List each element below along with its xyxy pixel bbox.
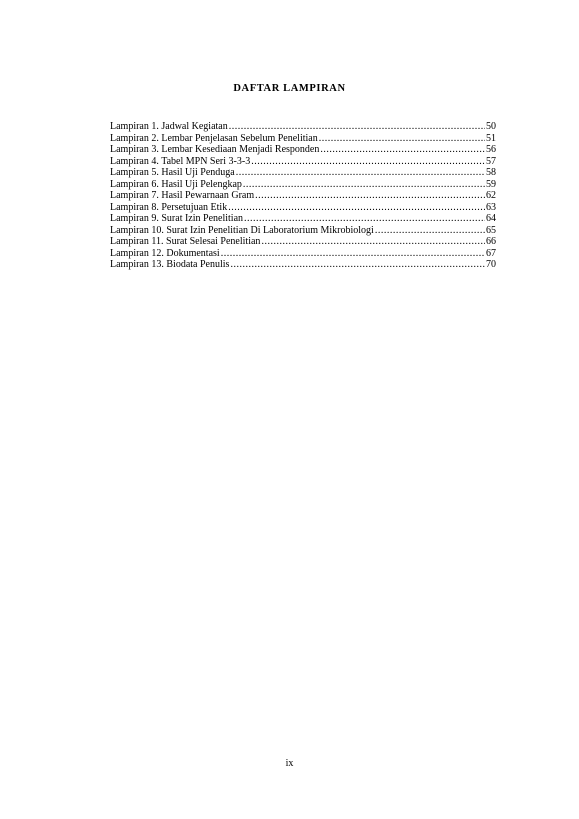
item-label: Lampiran 7. Hasil Pewarnaan Gram xyxy=(110,190,255,201)
item-page: 65 xyxy=(486,224,496,236)
dot-leader xyxy=(243,179,485,191)
item-page: 58 xyxy=(486,167,496,178)
dot-leader xyxy=(230,259,485,271)
list-item xyxy=(110,225,496,237)
page-number: ix xyxy=(285,758,294,769)
item-page: 56 xyxy=(486,144,496,155)
list-item xyxy=(110,190,496,202)
list-item xyxy=(110,144,496,156)
dot-leader xyxy=(244,213,485,225)
item-page: 59 xyxy=(486,178,496,190)
item-label: Lampiran 12. Dokumentasi xyxy=(110,247,220,259)
list-item xyxy=(110,121,496,133)
item-label: Lampiran 4. Tabel MPN Seri 3-3-3 xyxy=(110,155,251,167)
page-title: DAFTAR LAMPIRAN xyxy=(233,83,346,94)
dot-leader xyxy=(228,202,485,214)
item-page: 70 xyxy=(486,259,496,270)
item-label: Lampiran 13. Biodata Penulis xyxy=(110,259,230,270)
dot-leader xyxy=(375,225,485,237)
appendix-list xyxy=(110,121,496,271)
dot-leader xyxy=(261,236,485,248)
list-item xyxy=(110,213,496,225)
list-item xyxy=(110,236,496,248)
item-page: 57 xyxy=(486,155,496,167)
item-page: 50 xyxy=(486,121,496,132)
item-label: Lampiran 5. Hasil Uji Penduga xyxy=(110,167,235,178)
item-label: Lampiran 11. Surat Selesai Penelitian xyxy=(110,236,261,247)
list-item xyxy=(110,167,496,179)
dot-leader xyxy=(236,167,485,179)
item-page: 51 xyxy=(486,132,496,144)
item-page: 63 xyxy=(486,201,496,213)
item-label: Lampiran 8. Persetujuan Etik xyxy=(110,201,228,213)
item-page: 66 xyxy=(486,236,496,247)
dot-leader xyxy=(255,190,485,202)
list-item xyxy=(110,259,496,271)
list-item xyxy=(110,179,496,191)
item-label: Lampiran 3. Lembar Kesediaan Menjadi Responden xyxy=(110,144,320,155)
dot-leader xyxy=(319,133,485,145)
item-page: 67 xyxy=(486,247,496,259)
dot-leader xyxy=(251,156,485,168)
dot-leader xyxy=(221,248,485,260)
dot-leader xyxy=(320,144,485,156)
item-page: 64 xyxy=(486,213,496,224)
list-item xyxy=(110,156,496,168)
list-item xyxy=(110,202,496,214)
item-label: Lampiran 6. Hasil Uji Pelengkap xyxy=(110,178,242,190)
item-label: Lampiran 9. Surat Izin Penelitian xyxy=(110,213,244,224)
list-item xyxy=(110,133,496,145)
dot-leader xyxy=(229,121,485,133)
item-label: Lampiran 2. Lembar Penjelasan Sebelum Penelitian xyxy=(110,132,318,144)
item-label: Lampiran 10. Surat Izin Penelitian Di Laboratorium Mikrobiologi xyxy=(110,224,374,236)
item-label: Lampiran 1. Jadwal Kegiatan xyxy=(110,121,228,132)
item-page: 62 xyxy=(486,190,496,201)
list-item xyxy=(110,248,496,260)
